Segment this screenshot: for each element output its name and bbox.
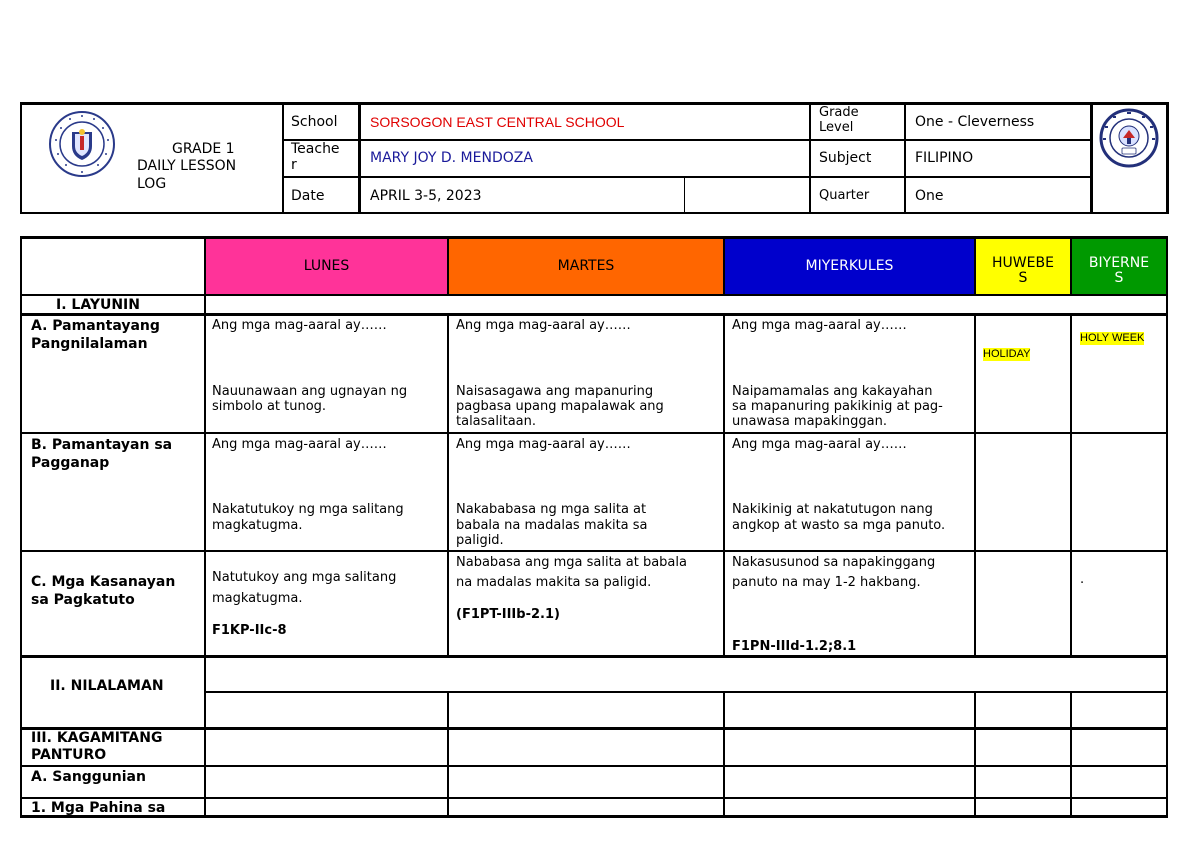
day-label-biyernes-1: BIYERNE	[1088, 254, 1150, 271]
cell-b-wed-line2: angkop at wasto sa mga panuto.	[732, 518, 946, 533]
day-header-huwebes	[976, 239, 1070, 294]
school-seal-icon	[1098, 108, 1160, 168]
teacher-value: MARY JOY D. MENDOZA	[370, 150, 533, 166]
header-bottom-border	[20, 212, 1168, 214]
row-label-b-1: B. Pamantayan sa	[31, 437, 173, 453]
subject-label: Subject	[819, 150, 872, 166]
day-label-huwebes-2: S	[1018, 269, 1028, 286]
grid-line	[809, 102, 811, 214]
table-line	[20, 655, 1168, 658]
cell-a-mon-intro: Ang mga mag-aaral ay……	[212, 318, 387, 333]
cell-c-tue-code: (F1PT-IIIb-2.1)	[456, 607, 560, 622]
row-label-layunin: I. LAYUNIN	[56, 297, 140, 313]
cell-c-mon-line2: magkatugma.	[212, 591, 303, 606]
date-value: APRIL 3-5, 2023	[370, 188, 482, 204]
header-top-border	[20, 102, 1168, 105]
cell-b-tue-line2: babala na madalas makita sa	[456, 518, 648, 533]
table-line	[1070, 313, 1072, 658]
cell-c-wed-code: F1PN-IIId-1.2;8.1	[732, 639, 857, 654]
table-line	[20, 815, 1168, 818]
table-line	[20, 765, 1168, 767]
grid-line	[1090, 102, 1093, 214]
cell-b-tue-intro: Ang mga mag-aaral ay……	[456, 437, 631, 452]
table-line	[447, 236, 449, 296]
school-value: SORSOGON EAST CENTRAL SCHOOL	[370, 114, 625, 130]
cell-a-tue-line1: Naisasagawa ang mapanuring	[456, 384, 654, 399]
teacher-label-2: r	[291, 157, 297, 173]
table-line	[20, 727, 1168, 730]
row-label-kagamitan-1: III. KAGAMITANG	[31, 730, 163, 746]
cell-a-wed-line2: sa mapanuring pakikinig at pag-	[732, 399, 943, 414]
grid-line	[282, 139, 1092, 141]
quarter-label: Quarter	[819, 188, 870, 203]
table-line	[1070, 236, 1072, 296]
log-title-line1: DAILY LESSON	[137, 158, 237, 174]
cell-c-tue-line1: Nababasa ang mga salita at babala	[456, 555, 687, 570]
day-label-lunes: LUNES	[303, 258, 350, 274]
cell-b-mon-line1: Nakatutukoy ng mga salitang	[212, 502, 404, 517]
day-label-martes: MARTES	[557, 258, 615, 274]
cell-c-fri-mark: .	[1080, 572, 1085, 587]
cell-b-tue-line1: Nakababasa ng mga salita at	[456, 502, 647, 517]
table-line	[723, 691, 725, 818]
cell-b-wed-intro: Ang mga mag-aaral ay……	[732, 437, 907, 452]
grid-line	[358, 102, 361, 214]
cell-c-tue-line2: na madalas makita sa paligid.	[456, 575, 652, 590]
row-label-pahina: 1. Mga Pahina sa	[31, 800, 166, 816]
cell-b-wed-line1: Nakikinig at nakatutugon nang	[732, 502, 933, 517]
table-line	[20, 236, 1168, 239]
row-label-a-2: Pangnilalaman	[31, 336, 148, 352]
table-line	[20, 294, 1168, 296]
cell-b-mon-intro: Ang mga mag-aaral ay……	[212, 437, 387, 452]
cell-c-wed-line2: panuto na may 1-2 hakbang.	[732, 575, 921, 590]
day-header-biyernes	[1072, 239, 1166, 294]
grade-level-label-2: Level	[819, 120, 854, 135]
cell-c-wed-line1: Nakasusunod sa napakinggang	[732, 555, 936, 570]
day-label-biyernes-2: S	[1114, 269, 1124, 286]
log-title-line2: LOG	[137, 176, 167, 192]
cell-b-tue-line3: paligid.	[456, 533, 504, 548]
subject-value: FILIPINO	[915, 150, 974, 166]
row-label-c-1: C. Mga Kasanayan	[31, 574, 176, 590]
row-label-kagamitan-2: PANTURO	[31, 747, 107, 763]
table-line	[20, 797, 1168, 799]
cell-a-mon-line2: simbolo at tunog.	[212, 399, 327, 414]
table-line	[723, 313, 725, 658]
cell-c-mon-line1: Natutukoy ang mga salitang	[212, 570, 397, 585]
table-line	[204, 236, 206, 818]
table-line	[20, 550, 1168, 552]
table-line	[1166, 236, 1168, 818]
cell-a-tue-line3: talasalitaan.	[456, 414, 537, 429]
day-header-lunes	[206, 239, 447, 294]
table-line	[974, 313, 976, 658]
cell-a-mon-line1: Nauunawaan ang ugnayan ng	[212, 384, 408, 399]
cell-a-wed-line3: unawasa mapakinggan.	[732, 414, 887, 429]
grid-line	[684, 178, 685, 214]
table-line	[447, 691, 449, 818]
row-label-c-2: sa Pagkatuto	[31, 592, 135, 608]
holy-week-badge: HOLY WEEK	[1080, 332, 1145, 344]
header-right-border	[1166, 102, 1169, 214]
grade-title: GRADE 1	[172, 141, 235, 157]
cell-b-mon-line2: magkatugma.	[212, 518, 303, 533]
grade-level-label-1: Grade	[819, 105, 859, 120]
table-line	[204, 691, 1168, 693]
day-header-miyerkules	[725, 239, 974, 294]
cell-a-tue-intro: Ang mga mag-aaral ay……	[456, 318, 631, 333]
cell-c-mon-code: F1KP-IIc-8	[212, 623, 287, 638]
deped-seal-icon	[48, 110, 116, 178]
table-line	[20, 313, 1168, 316]
table-line	[1070, 691, 1072, 818]
grade-level-value: One - Cleverness	[915, 114, 1035, 130]
grid-line	[282, 102, 284, 214]
table-line	[447, 313, 449, 658]
row-label-nilalaman: II. NILALAMAN	[50, 678, 164, 694]
header-left-border	[20, 102, 22, 214]
teacher-label-1: Teache	[291, 141, 340, 157]
cell-a-tue-line2: pagbasa upang mapalawak ang	[456, 399, 664, 414]
day-label-huwebes-1: HUWEBE	[992, 254, 1054, 271]
grid-line	[904, 102, 906, 214]
day-label-miyerkules: MIYERKULES	[805, 258, 894, 274]
date-label: Date	[291, 188, 325, 204]
row-label-sanggunian: A. Sanggunian	[31, 769, 146, 785]
school-label: School	[291, 114, 338, 130]
quarter-value: One	[915, 188, 944, 204]
table-line	[974, 691, 976, 818]
table-line	[974, 236, 976, 296]
row-label-a-1: A. Pamantayang	[31, 318, 160, 334]
day-header-martes	[449, 239, 723, 294]
table-line	[20, 236, 22, 818]
holiday-badge: HOLIDAY	[983, 348, 1031, 360]
grid-line	[282, 176, 1092, 178]
table-line	[723, 236, 725, 296]
table-line	[20, 432, 1168, 434]
row-label-b-2: Pagganap	[31, 455, 110, 471]
cell-a-wed-line1: Naipamamalas ang kakayahan	[732, 384, 933, 399]
cell-a-wed-intro: Ang mga mag-aaral ay……	[732, 318, 907, 333]
